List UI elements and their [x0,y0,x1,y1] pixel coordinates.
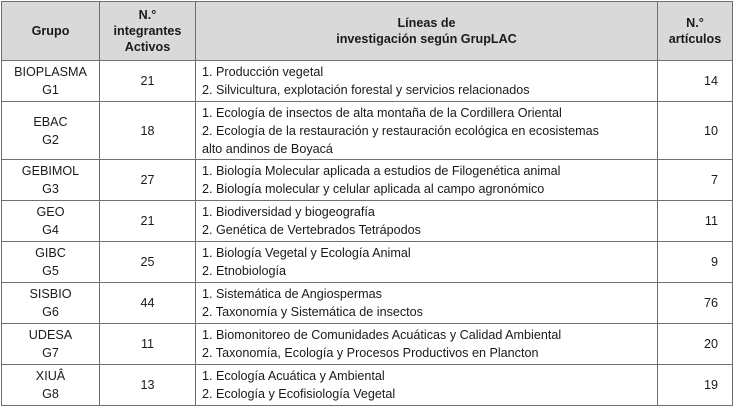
group-cell [2,102,100,160]
group-cell [2,242,100,283]
lines-cell [196,102,658,160]
group-cell [2,61,100,102]
header-integrantes-line: integrantes [113,24,182,38]
members-cell: 11 [100,324,196,365]
research-line: 1. Sistemática de Angiospermas [202,287,382,301]
research-groups-table [1,1,733,406]
group-code: G7 [42,346,59,360]
group-cell [2,365,100,406]
table-row [2,61,733,102]
research-line: 1. Biología Molecular aplicada a estudios de Filogenética animal [202,164,561,178]
group-code: G3 [42,182,59,196]
articles-cell: 10 [658,102,733,160]
group-name: XIUÂ [35,369,66,383]
lines-cell [196,61,658,102]
research-line: 2. Etnobiología [202,264,287,278]
research-line: 1. Ecología de insectos de alta montaña de la Cordillera Oriental [202,105,562,120]
table-header-row [2,2,733,61]
group-cell [2,201,100,242]
group-cell [2,160,100,201]
table-row [2,201,733,242]
articles-cell: 20 [658,324,733,365]
members-cell: 21 [100,61,196,102]
lines-cell [196,283,658,324]
research-line: 2. Genética de Vertebrados Tetrápodos [202,223,421,237]
members-cell: 18 [100,102,196,160]
members-cell: 13 [100,365,196,406]
header-articulos-line: artículos [668,32,722,46]
header-lineas-line: investigación según GrupLAC [336,32,517,46]
research-line: 1. Ecología Acuática y Ambiental [202,369,385,383]
group-code: G4 [42,223,59,237]
group-name: SISBIO [29,287,72,301]
header-integrantes-line: Activos [124,40,171,54]
articles-cell: 14 [658,61,733,102]
group-name: BIOPLASMA [14,65,87,79]
header-lineas [196,2,658,61]
research-line: 2. Ecología de la restauración y restauración ecológica en ecosistemas [202,123,599,138]
research-line: alto andinos de Boyacá [202,141,333,156]
header-articulos [658,2,733,61]
lines-cell [196,324,658,365]
members-cell: 25 [100,242,196,283]
group-name: GEO [36,205,65,219]
group-cell [2,324,100,365]
articles-cell: 11 [658,201,733,242]
table-row [2,324,733,365]
articles-cell: 9 [658,242,733,283]
header-integrantes-line: N.° [138,8,157,22]
lines-cell [196,201,658,242]
table-row [2,283,733,324]
table-row [2,102,733,160]
members-cell: 27 [100,160,196,201]
research-line: 1. Biomonitoreo de Comunidades Acuáticas y Calidad Ambiental [202,328,562,342]
articles-cell: 76 [658,283,733,324]
lines-cell [196,242,658,283]
header-grupo-label: Grupo [31,24,70,38]
group-name: UDESA [28,328,73,342]
header-lineas-line: Líneas de [397,16,456,30]
research-line: 1. Producción vegetal [202,65,324,79]
header-grupo [2,2,100,61]
table-row [2,242,733,283]
research-line: 2. Biología molecular y celular aplicada al campo agronómico [202,182,545,196]
articles-cell: 7 [658,160,733,201]
research-line: 1. Biodiversidad y biogeografía [202,205,375,219]
research-line: 2. Taxonomía y Sistemática de insectos [202,305,423,319]
group-code: G2 [42,132,59,147]
group-code: G6 [42,305,59,319]
table-row [2,160,733,201]
header-articulos-line: N.° [686,16,704,30]
members-cell: 21 [100,201,196,242]
group-name: EBAC [33,114,68,129]
group-name: GEBIMOL [21,164,80,178]
research-line: 2. Ecología y Ecofisiología Vegetal [202,387,396,401]
articles-cell: 19 [658,365,733,406]
group-code: G1 [42,83,59,97]
header-integrantes [100,2,196,61]
table-row [2,365,733,406]
group-code: G8 [42,387,59,401]
group-name: GIBC [35,246,66,260]
lines-cell [196,160,658,201]
research-line: 1. Biología Vegetal y Ecología Animal [202,246,411,260]
research-line: 2. Taxonomía, Ecología y Procesos Productivos en Plancton [202,346,539,360]
lines-cell [196,365,658,406]
group-code: G5 [42,264,59,278]
members-cell: 44 [100,283,196,324]
group-cell [2,283,100,324]
research-line: 2. Silvicultura, explotación forestal y servicios relacionados [202,83,530,97]
